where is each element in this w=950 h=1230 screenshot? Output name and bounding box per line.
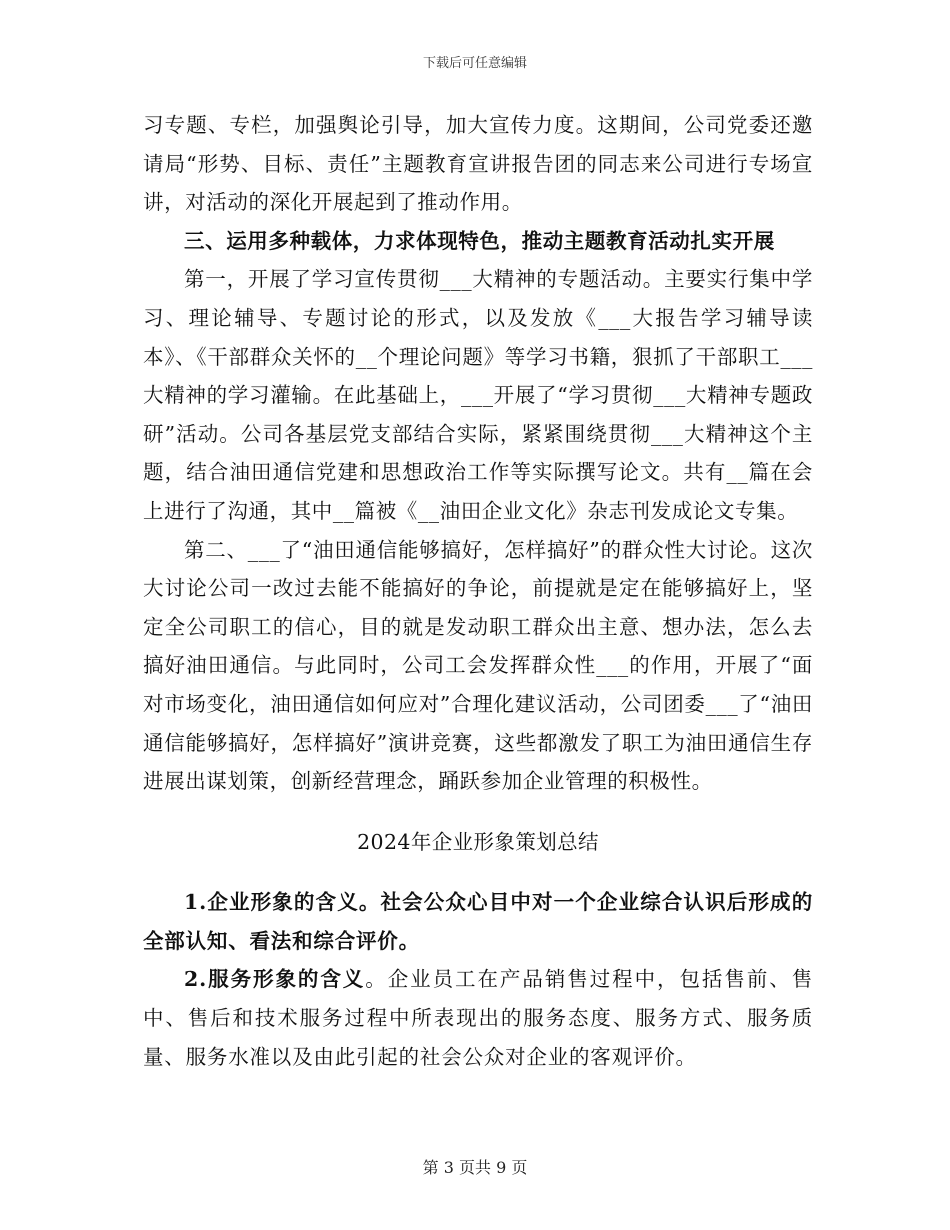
page-header-note: 下载后可任意编辑 xyxy=(422,56,527,71)
definition-item-service-image xyxy=(143,960,813,1076)
page-number: 第 3 页共 9 页 xyxy=(422,1158,528,1177)
section-heading-three: 三、运用多种载体，力求体现特色，推动主题教育活动扎实开展 xyxy=(184,228,775,253)
paragraph-first-activity: 第一，开展了学习宣传贯彻___大精神的专题活动。主要实行集中学习、理论辅导、专题讨论的形式，以及发放《___大报告学习辅导读本》、《干部群众关怀的__个理论问题》等学习书籍，狠抓了干部职工___大精神的学习灌输。在此基础上，___开展了“学习贯彻___大精神专题政研”活动。公司各基层党支部结合实际，紧紧围绕贯彻___大精神这个主题，结合油田通信党建和思想政治工作等实际撰写论文。共有__篇在会上进行了沟通，其中__篇被《__油田企业文化》杂志刊发成论文专集。 xyxy=(143,267,813,523)
definition-item-corporate-image: 1.企业形象的含义。社会公众心目中对一个企业综合认识后形成的全部认知、看法和综合评价。 xyxy=(143,890,813,953)
document-body xyxy=(143,106,813,1076)
section-title: 2024年企业形象策划总结 xyxy=(357,829,599,854)
definition-item-body: 。企业员工在产品销售过程中，包括售前、售中、售后和技术服务过程中所表现出的服务态度、服务方式、服务质量、服务水准以及由此引起的社会公众对企业的客观评价。 xyxy=(143,967,814,1069)
definition-item-lead: 2.服务形象的含义 xyxy=(184,967,366,992)
paragraph-continuation: 习专题、专栏，加强舆论引导，加大宣传力度。这期间，公司党委还邀请局“形势、目标、责任”主题教育宣讲报告团的同志来公司进行专场宣讲，对活动的深化开展起到了推动作用。 xyxy=(143,113,813,215)
paragraph-second-activity: 第二、___了“油田通信能够搞好，怎样搞好”的群众性大讨论。这次大讨论公司一改过去能不能搞好的争论，前提就是定在能够搞好上，坚定全公司职工的信心，目的就是发动职工群众出主意、想办法，怎么去搞好油田通信。与此同时，公司工会发挥群众性___的作用，开展了“面对市场变化，油田通信如何应对”合理化建议活动，公司团委___了“油田通信能够搞好，怎样搞好”演讲竞赛，这些都激发了职工为油田通信生存进展出谋划策，创新经营理念，踊跃参加企业管理的积极性。 xyxy=(143,537,813,794)
